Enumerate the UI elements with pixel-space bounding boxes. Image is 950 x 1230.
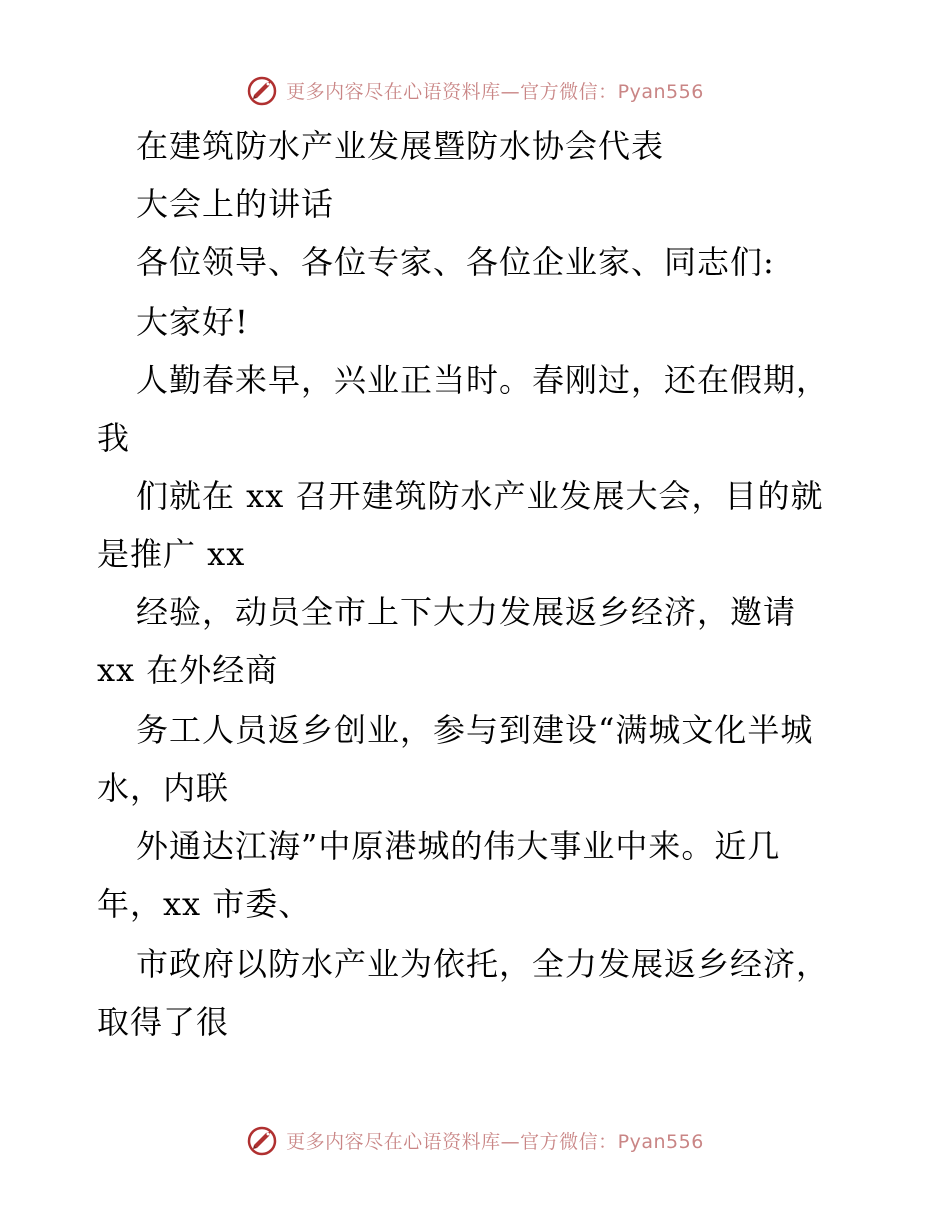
- paragraph-line: 们就在 xx 召开建筑防水产业发展大会，目的就: [136, 477, 824, 515]
- paragraph-line: 我: [97, 419, 131, 457]
- pen-logo-icon: [246, 1123, 280, 1157]
- paragraph-line: 水，内联: [97, 769, 230, 807]
- paragraph-line: xx 在外经商: [97, 651, 279, 689]
- paragraph-line: 经验，动员全市上下大力发展返乡经济，邀请: [136, 593, 797, 631]
- title-line-1: 在建筑防水产业发展暨防水协会代表: [136, 127, 665, 165]
- paragraph-line: 人勤春来早，兴业正当时。春刚过，还在假期，: [136, 361, 830, 399]
- paragraph-line: 取得了很: [97, 1003, 230, 1041]
- watermark-group: [246, 1123, 704, 1157]
- greeting-line: 大家好!: [136, 303, 249, 341]
- footer-watermark: [0, 1120, 950, 1160]
- title-line-2: 大会上的讲话: [136, 185, 335, 223]
- header-watermark: [0, 70, 950, 110]
- paragraph-line: 务工人员返乡创业，参与到建设“满城文化半城: [136, 711, 814, 749]
- paragraph-line: 年，xx 市委、: [97, 885, 312, 923]
- watermark-group: [246, 73, 704, 107]
- paragraph-line: 市政府以防水产业为依托，全力发展返乡经济，: [136, 945, 830, 983]
- paragraph-line: 是推广 xx: [97, 535, 246, 573]
- paragraph-line: 外通达江海”中原港城的伟大事业中来。近几: [136, 827, 781, 865]
- watermark-text: 更多内容尽在心语资料库—官方微信：Pyan556: [286, 1130, 704, 1153]
- salutation-line: 各位领导、各位专家、各位企业家、同志们:: [136, 243, 775, 281]
- pen-logo-icon: [246, 73, 280, 107]
- watermark-text: 更多内容尽在心语资料库—官方微信：Pyan556: [286, 80, 704, 103]
